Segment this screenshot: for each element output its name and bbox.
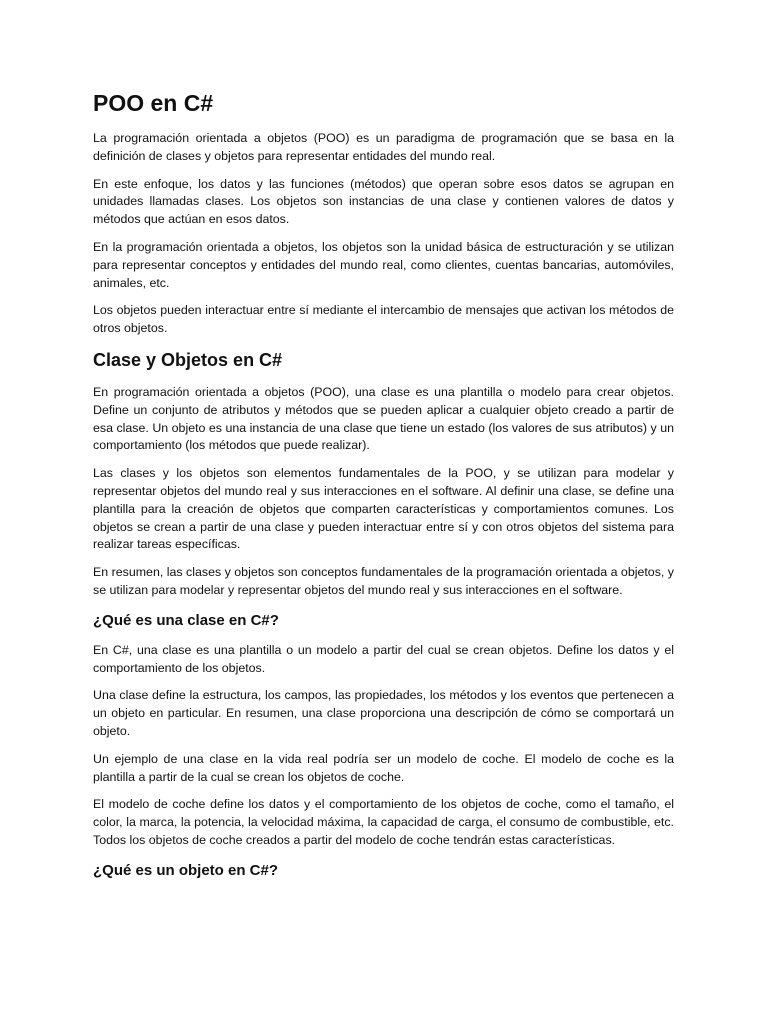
section-heading-clase-y-objetos: Clase y Objetos en C# <box>93 349 283 370</box>
intro-paragraph: En este enfoque, los datos y las funciones (métodos) que operan sobre esos datos se agrupan en unidades llamadas clases. Los objetos son instancias de una clase y contienen valores de datos y métodos que actúan en esos datos. <box>93 176 674 227</box>
subsection-paragraph: Un ejemplo de una clase en la vida real podría ser un modelo de coche. El modelo de coche es la plantilla a partir de la cual se crean los objetos de coche. <box>93 751 674 784</box>
page-title: POO en C# <box>93 90 214 116</box>
subsection-paragraph: Una clase define la estructura, los campos, las propiedades, los métodos y los eventos que pertenecen a un objeto en particular. En resumen, una clase proporciona una descripción de cómo se comportará un objeto. <box>93 688 674 738</box>
intro-paragraph: En la programación orientada a objetos, los objetos son la unidad básica de estructuración y se utilizan para representar conceptos y entidades del mundo real, como clientes, cuentas bancarias, automóviles, animales, etc. <box>93 239 674 290</box>
subsection-paragraph: En C#, una clase es una plantilla o un modelo a partir del cual se crean objetos. Define los datos y el comportamiento de los objetos. <box>93 642 674 675</box>
subheading-que-es-una-clase: ¿Qué es una clase en C#? <box>93 611 279 629</box>
intro-paragraph: Los objetos pueden interactuar entre sí mediante el intercambio de mensajes que activan los métodos de otros objetos. <box>93 303 674 336</box>
section-paragraph: Las clases y los objetos son elementos fundamentales de la POO, y se utilizan para modelar y representar objetos del mundo real y sus interacciones en el software. Al definir una clase, se define una plantilla para la creación de objetos que comparten características y comportamientos comunes. Los objetos se crean a partir de una clase y pueden interactuar entre sí y con otros objetos del sistema para realizar tareas específicas. <box>93 466 674 552</box>
subsection-paragraph: El modelo de coche define los datos y el comportamiento de los objetos de coche, como el tamaño, el color, la marca, la potencia, la velocidad máxima, la capacidad de carga, el consumo de combustible, etc. Todos los objetos de coche creados a partir del modelo de coche tendrán estas características. <box>93 797 674 847</box>
document-page <box>93 88 674 892</box>
section-paragraph: En programación orientada a objetos (POO), una clase es una plantilla o modelo para crear objetos. Define un conjunto de atributos y métodos que se pueden aplicar a cualquier objeto creado a partir de esa clase. Un objeto es una instancia de una clase que tiene un estado (los valores de sus atributos) y un comportamiento (los métodos que puede realizar). <box>93 384 674 453</box>
subheading-que-es-un-objeto: ¿Qué es un objeto en C#? <box>93 861 279 879</box>
intro-paragraph: La programación orientada a objetos (POO) es un paradigma de programación que se basa en la definición de clases y objetos para representar entidades del mundo real. <box>93 131 674 163</box>
section-paragraph: En resumen, las clases y objetos son conceptos fundamentales de la programación orientada a objetos, y se utilizan para modelar y representar objetos del mundo real y sus interacciones en el software. <box>93 565 674 597</box>
